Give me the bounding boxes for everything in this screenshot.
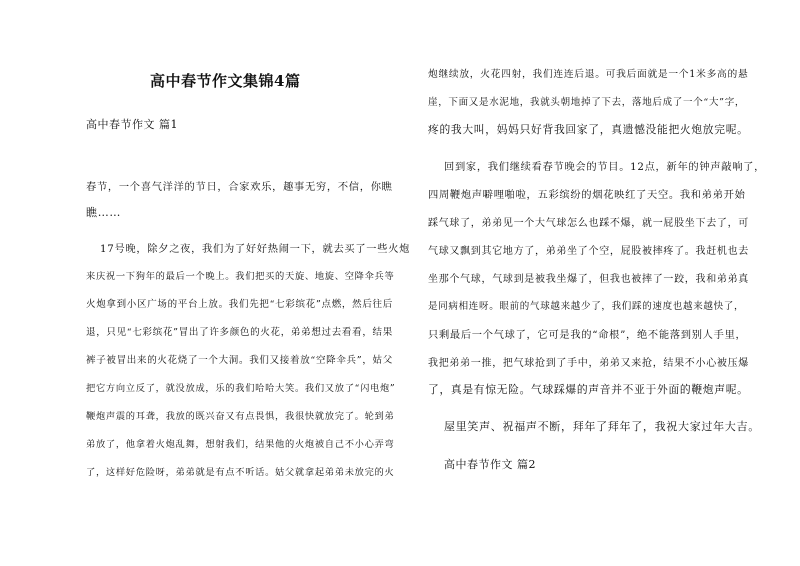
left-line: 了，这样好危险呀，弟弟就是有点不听话。姑父就拿起弟弟未放完的火 (86, 467, 395, 478)
article1-heading: 高中春节作文 篇1 (86, 118, 178, 131)
left-line: 瞧…… (86, 206, 122, 219)
right-line: 坐那个气球，气球到是被我坐爆了，但我也被摔了一跤，我和弟弟真 (428, 274, 749, 285)
left-line: 鞭炮声震的耳聋，我放的既兴奋又有点畏惧，我很快就放完了。轮到弟 (86, 411, 395, 422)
right-line: 踩气球了，弟弟见一个大气球怎么也踩不爆，就一屁股坐下去了，可 (428, 218, 749, 229)
article2-heading: 高中春节作文 篇2 (444, 458, 536, 471)
right-line: 四周鞭炮声噼哩啪啦，五彩缤纷的烟花映红了天空。我和弟弟开始 (428, 189, 746, 201)
left-line: 弟放了，他拿着火炮乱舞，想射我们，结果他的火炮被自己不小心弄弯 (86, 439, 395, 450)
right-line: 炮继续放，火花四射，我们连连后退。可我后面就是一个1米多高的悬 (428, 69, 749, 80)
right-line: 屋里笑声、祝福声不断，拜年了拜年了，我祝大家过年大吉。 (444, 420, 760, 433)
document-title: 高中春节作文集锦4篇 (150, 72, 301, 90)
right-line: 气球又飘到其它地方了，弟弟坐了个空，屁股被摔疼了。我赶机也去 (428, 246, 749, 257)
left-line: 退，只见“七彩缤花”冒出了许多颜色的火花，弟弟想过去看看，结果 (86, 327, 393, 338)
left-line: 火炮拿到小区广场的平台上放。我们先把“七彩缤花”点燃，然后往后 (86, 299, 393, 310)
right-line: 只剩最后一个气球了，它可是我的“命根”，绝不能落到别人手里， (428, 329, 747, 341)
left-line: 17号晚，除夕之夜，我们为了好好热闹一下，就去买了一些火炮 (100, 243, 411, 255)
right-line: 是同病相连呀。眼前的气球越来越少了，我们踩的速度也越来越快了， (428, 301, 745, 312)
left-line: 裤子被冒出来的火花烧了一个大洞。我们又接着放“空降伞兵”，姑父 (86, 355, 393, 366)
right-line: 回到家，我们继续看春节晚会的节目。12点，新年的钟声敲响了， (444, 161, 766, 173)
right-line: 我把弟弟一推，把气球抢到了手中，弟弟又来抢，结果不小心被压爆 (428, 358, 749, 369)
right-line: 了，真是有惊无险。气球踩爆的声音并不亚于外面的鞭炮声呢。 (428, 383, 749, 396)
right-line: 疼的我大叫，妈妈只好背我回家了，真遗憾没能把火炮放完呢。 (428, 123, 749, 136)
right-line: 崖，下面又是水泥地，我就头朝地掉了下去，落地后成了一个“大”字， (428, 97, 746, 108)
left-line: 春节，一个喜气洋洋的节日，合家欢乐，趣事无穷，不信，你瞧 (86, 181, 393, 193)
left-line: 把它方向立反了，就没放成，乐的我们哈哈大笑。我们又放了“闪电炮” (86, 383, 396, 394)
left-line: 来庆祝一下狗年的最后一个晚上。我们把买的天旋、地旋、空降伞兵等 (86, 271, 395, 282)
